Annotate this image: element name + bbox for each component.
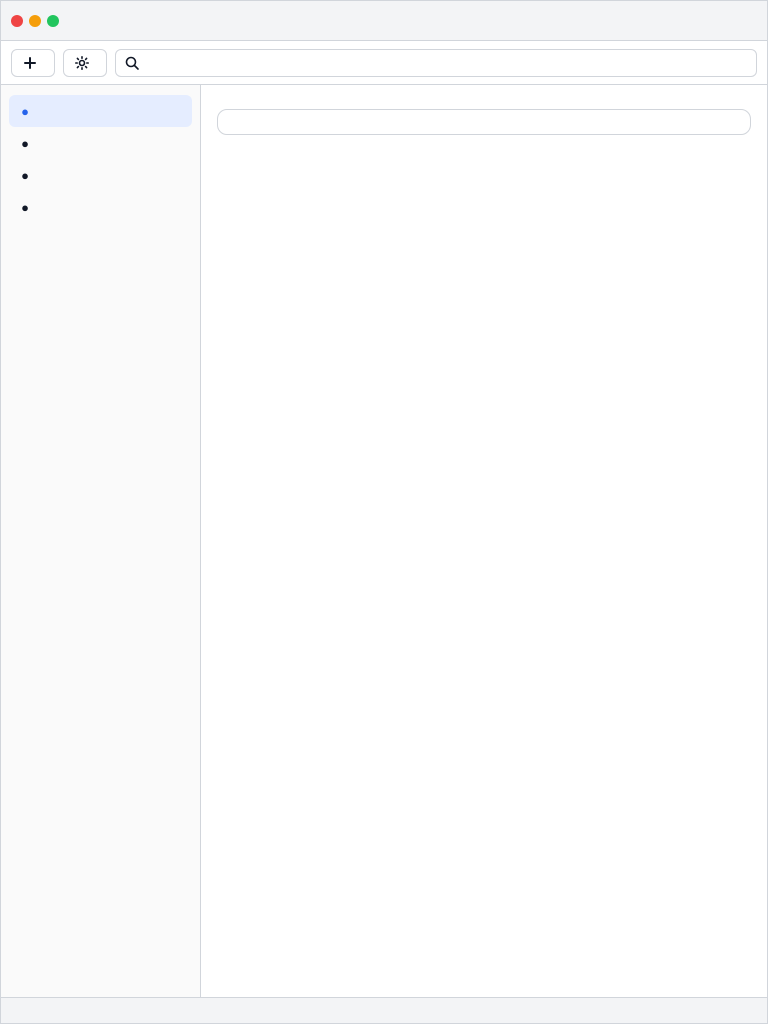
secondary-action-button[interactable]: [63, 49, 107, 77]
dot-icon: ●: [21, 199, 29, 215]
content-card: [217, 109, 751, 135]
primary-action-button[interactable]: [11, 49, 55, 77]
search-box[interactable]: [115, 49, 757, 77]
dot-icon: ●: [21, 167, 29, 183]
dot-icon: ●: [21, 135, 29, 151]
minimize-window-button[interactable]: [29, 15, 41, 27]
content-area: [1, 85, 767, 997]
dot-icon: ●: [21, 103, 29, 119]
gear-icon: [74, 55, 90, 71]
sidebar-item-3[interactable]: [9, 159, 192, 191]
main-panel: [201, 85, 767, 997]
sidebar-item-4[interactable]: [9, 191, 192, 223]
toolbar: [1, 41, 767, 85]
maximize-window-button[interactable]: [47, 15, 59, 27]
sidebar-item-2[interactable]: [9, 127, 192, 159]
plus-icon: [22, 55, 38, 71]
sidebar: [1, 85, 201, 997]
title-bar: [1, 1, 767, 41]
close-window-button[interactable]: [11, 15, 23, 27]
search-icon: [124, 55, 140, 71]
search-input[interactable]: [146, 54, 748, 71]
window-controls: [11, 15, 59, 27]
status-bar: [1, 997, 767, 1023]
sidebar-item-1[interactable]: [9, 95, 192, 127]
